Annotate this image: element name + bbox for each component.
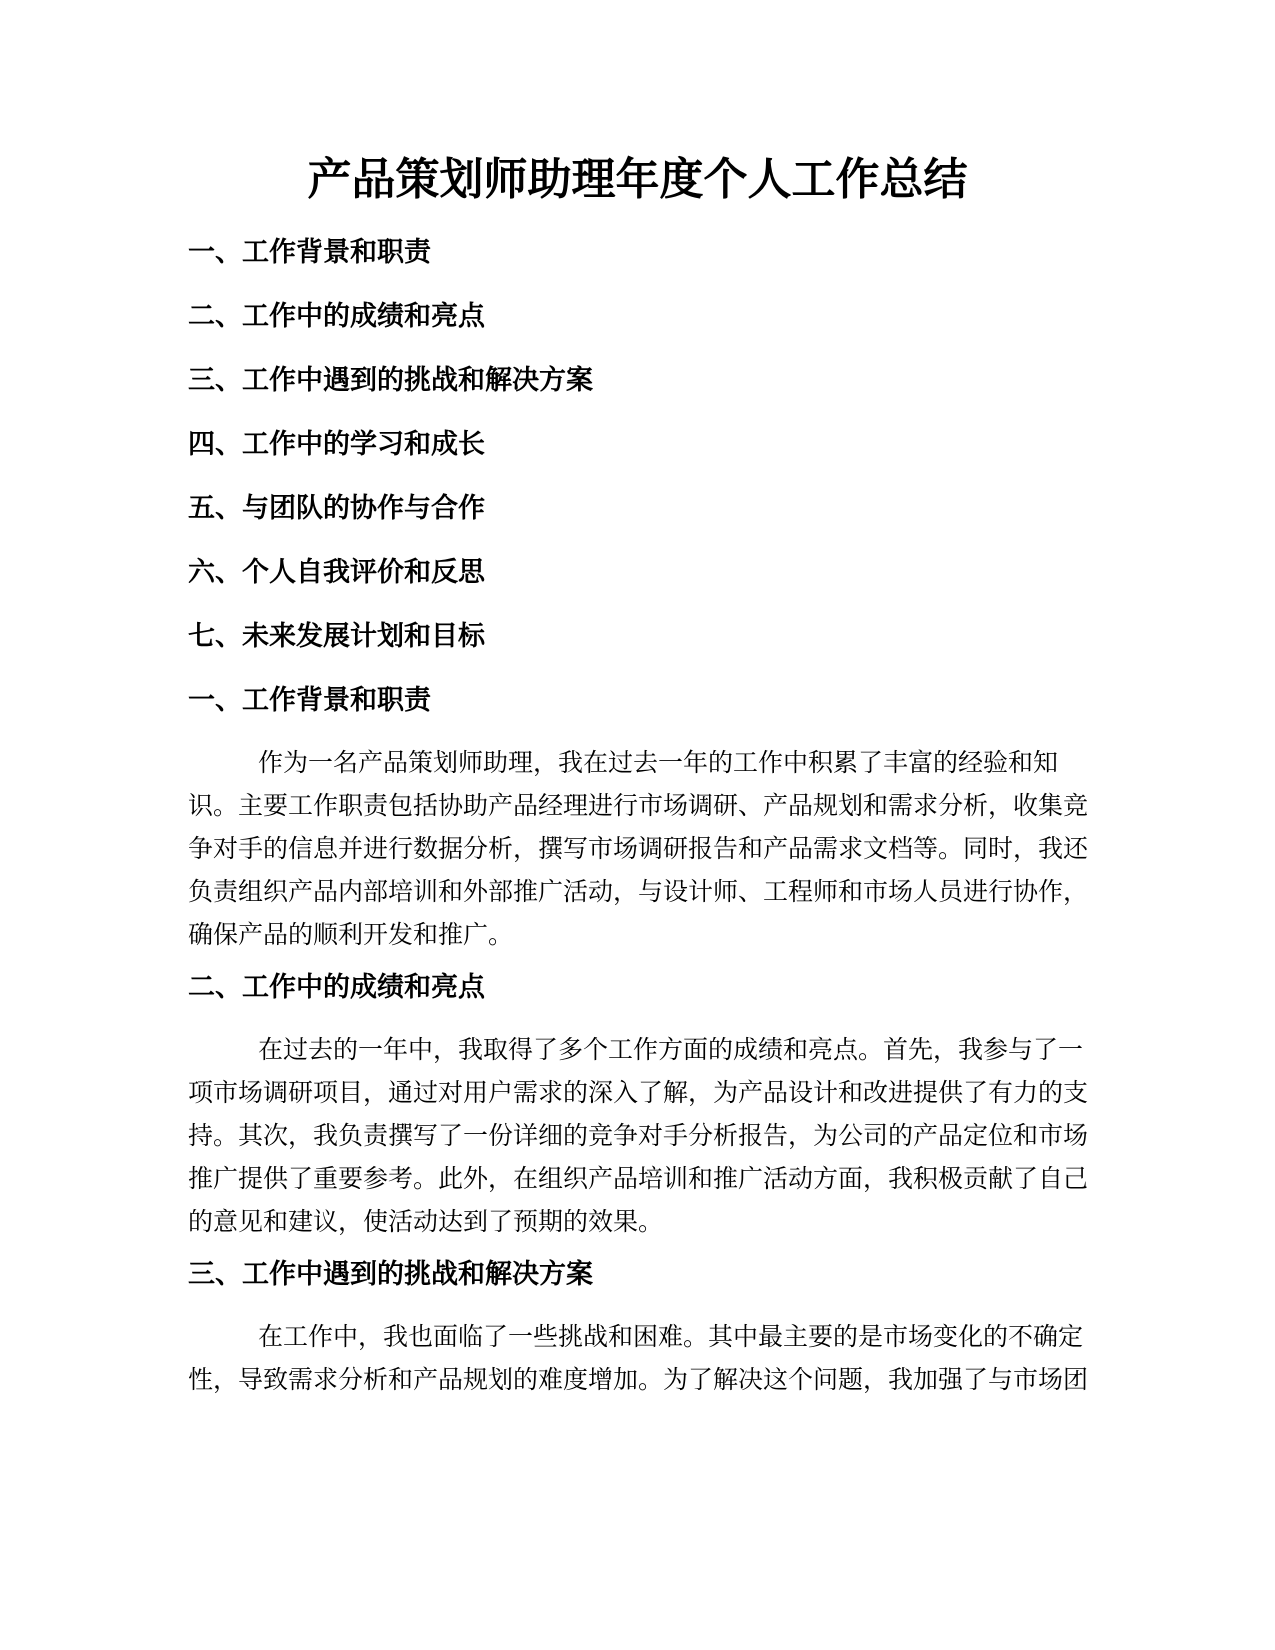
paragraph-line: 识。主要工作职责包括协助产品经理进行市场调研、产品规划和需求分析，收集竞 [188, 791, 1088, 820]
paragraph-line: 在过去的一年中，我取得了多个工作方面的成绩和亮点。首先，我参与了一 [258, 1035, 1084, 1064]
paragraph-line: 作为一名产品策划师助理，我在过去一年的工作中积累了丰富的经验和知 [258, 748, 1059, 777]
paragraph-line: 确保产品的顺利开发和推广。 [188, 920, 514, 949]
section-paragraph [188, 741, 1088, 956]
toc-item: 七、未来发展计划和目标 [188, 621, 485, 652]
toc-item: 三、工作中遇到的挑战和解决方案 [188, 365, 593, 396]
section-heading: 三、工作中遇到的挑战和解决方案 [188, 1259, 593, 1290]
toc-item: 二、工作中的成绩和亮点 [188, 301, 485, 332]
section-heading: 一、工作背景和职责 [188, 685, 431, 716]
paragraph-line: 在工作中，我也面临了一些挑战和困难。其中最主要的是市场变化的不确定 [258, 1322, 1084, 1351]
section-heading: 二、工作中的成绩和亮点 [188, 972, 485, 1003]
paragraph-line: 推广提供了重要参考。此外，在组织产品培训和推广活动方面，我积极贡献了自己 [188, 1164, 1088, 1193]
paragraph-line: 争对手的信息并进行数据分析，撰写市场调研报告和产品需求文档等。同时，我还 [188, 834, 1088, 863]
paragraph-line: 的意见和建议，使活动达到了预期的效果。 [188, 1207, 664, 1236]
paragraph-line: 负责组织产品内部培训和外部推广活动，与设计师、工程师和市场人员进行协作， [188, 877, 1088, 906]
toc-item: 六、个人自我评价和反思 [188, 557, 485, 588]
toc-item: 一、工作背景和职责 [188, 237, 431, 268]
paragraph-line: 持。其次，我负责撰写了一份详细的竞争对手分析报告，为公司的产品定位和市场 [188, 1121, 1088, 1150]
paragraph-line: 性，导致需求分析和产品规划的难度增加。为了解决这个问题，我加强了与市场团 [188, 1365, 1088, 1394]
section-paragraph [188, 1315, 1088, 1401]
toc-item: 四、工作中的学习和成长 [188, 429, 485, 460]
paragraph-line: 项市场调研项目，通过对用户需求的深入了解，为产品设计和改进提供了有力的支 [188, 1078, 1088, 1107]
toc-item: 五、与团队的协作与合作 [188, 493, 485, 524]
document-title: 产品策划师助理年度个人工作总结 [307, 154, 968, 205]
section-paragraph [188, 1028, 1088, 1243]
